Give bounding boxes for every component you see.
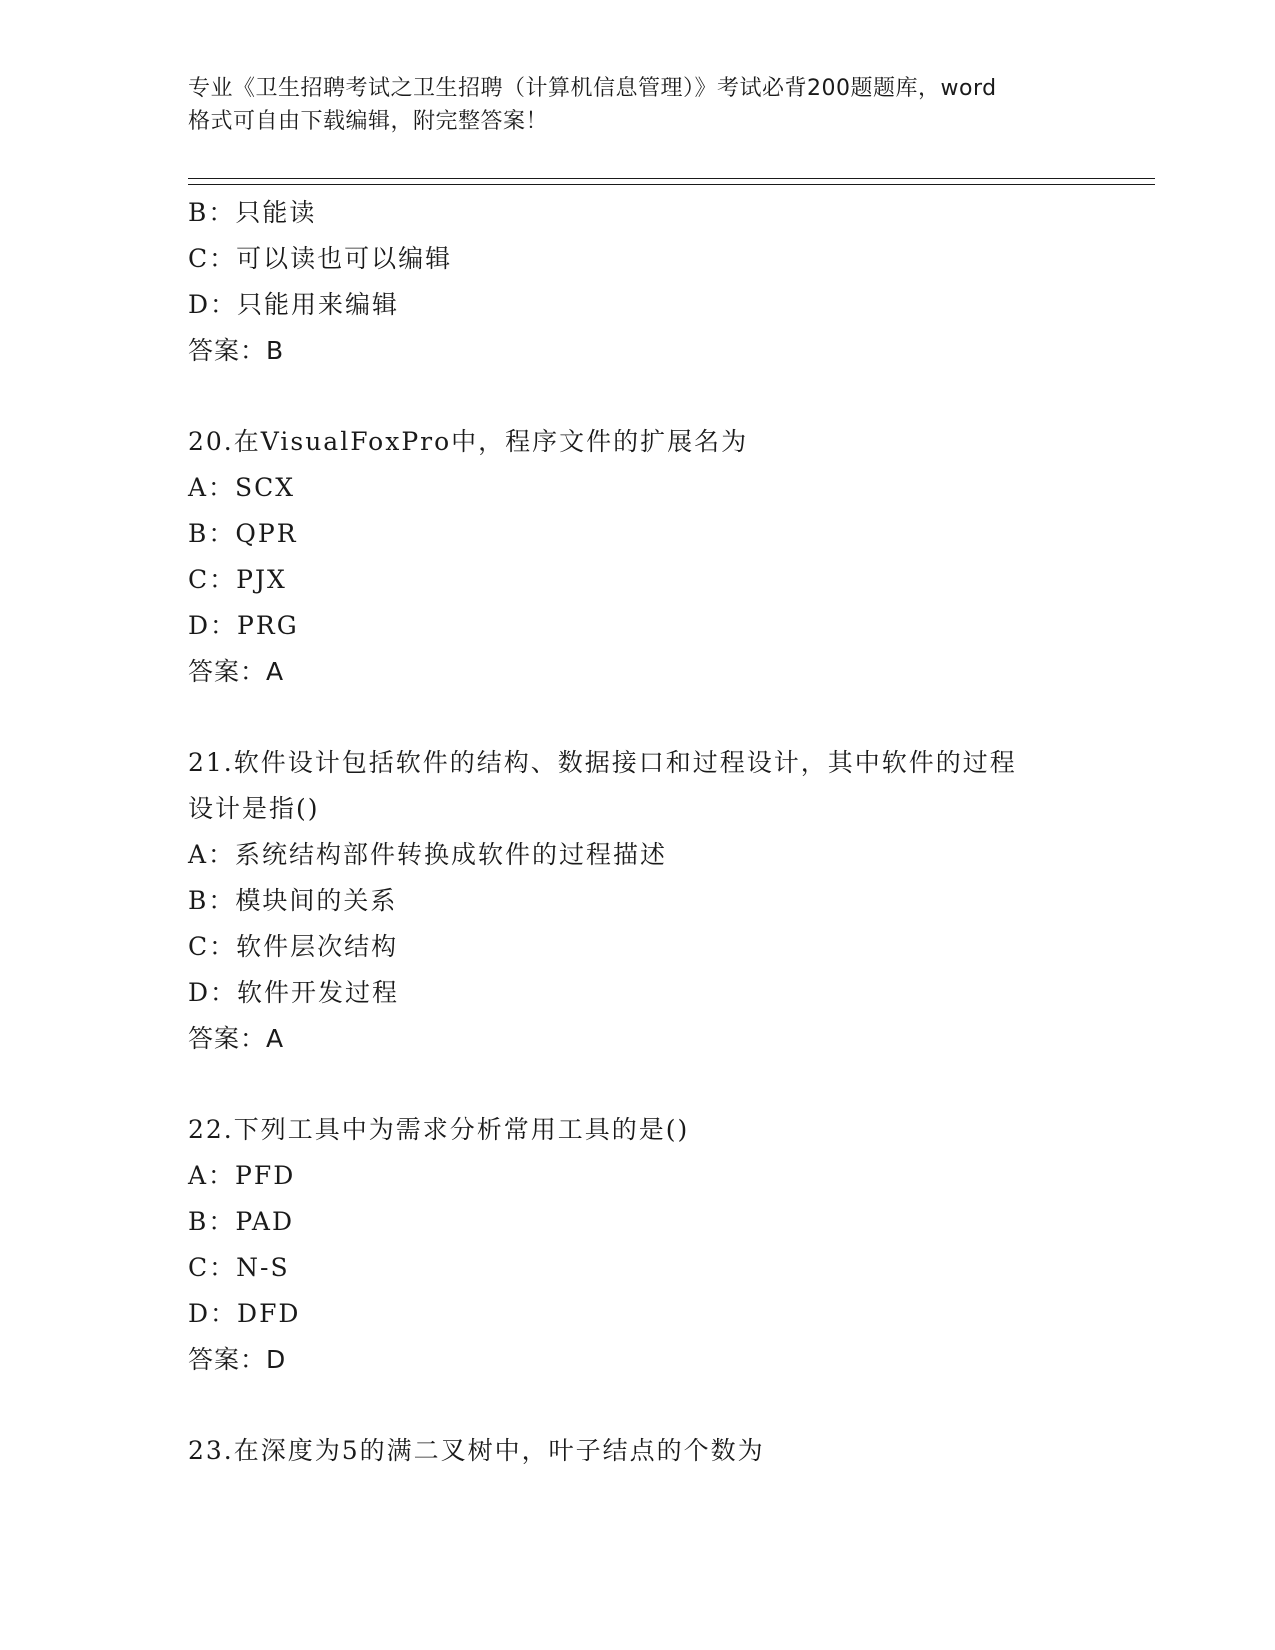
option-c: C：PJX xyxy=(188,565,287,594)
option-d: D：PRG xyxy=(188,611,299,640)
spacer xyxy=(188,374,1088,419)
spacer xyxy=(188,695,1088,740)
question-23 xyxy=(188,1428,1088,1474)
option-a: A：PFD xyxy=(188,1161,296,1190)
question-19 xyxy=(188,190,1088,374)
question-20 xyxy=(188,419,1088,695)
option-b: B：模块间的关系 xyxy=(188,886,398,915)
spacer xyxy=(188,1062,1088,1107)
answer: 答案：A xyxy=(188,657,285,686)
question-text: 22.下列工具中为需求分析常用工具的是() xyxy=(188,1115,690,1144)
answer: 答案：A xyxy=(188,1024,285,1053)
answer: 答案：D xyxy=(188,1345,287,1374)
option-d: D：DFD xyxy=(188,1299,301,1328)
option-a: A：系统结构部件转换成软件的过程描述 xyxy=(188,840,668,869)
option-a: A：SCX xyxy=(188,473,296,502)
header-divider-top xyxy=(188,178,1155,179)
spacer xyxy=(188,1383,1088,1428)
header-line-1: 专业《卫生招聘考试之卫生招聘（计算机信息管理）》考试必背200题题库，word xyxy=(188,76,997,101)
option-c: C：软件层次结构 xyxy=(188,932,399,961)
question-22 xyxy=(188,1107,1088,1383)
option-b: B：QPR xyxy=(188,519,298,548)
header-divider-bottom xyxy=(188,184,1155,185)
question-text-line-1: 21.软件设计包括软件的结构、数据接口和过程设计，其中软件的过程 xyxy=(188,748,1017,777)
option-d: D：软件开发过程 xyxy=(188,978,400,1007)
question-text: 23.在深度为5的满二叉树中，叶子结点的个数为 xyxy=(188,1436,765,1465)
question-text-line-2: 设计是指() xyxy=(188,794,320,823)
document-header xyxy=(188,72,1088,138)
option-b: B：只能读 xyxy=(188,198,317,227)
header-line-2: 格式可自由下载编辑，附完整答案！ xyxy=(188,109,549,134)
question-21 xyxy=(188,740,1088,1062)
option-c: C：N-S xyxy=(188,1253,290,1282)
question-list xyxy=(188,190,1088,1474)
option-b: B：PAD xyxy=(188,1207,294,1236)
question-text: 20.在VisualFoxPro中，程序文件的扩展名为 xyxy=(188,427,749,456)
option-d: D：只能用来编辑 xyxy=(188,290,400,319)
option-c: C：可以读也可以编辑 xyxy=(188,244,453,273)
answer: 答案：B xyxy=(188,336,285,365)
